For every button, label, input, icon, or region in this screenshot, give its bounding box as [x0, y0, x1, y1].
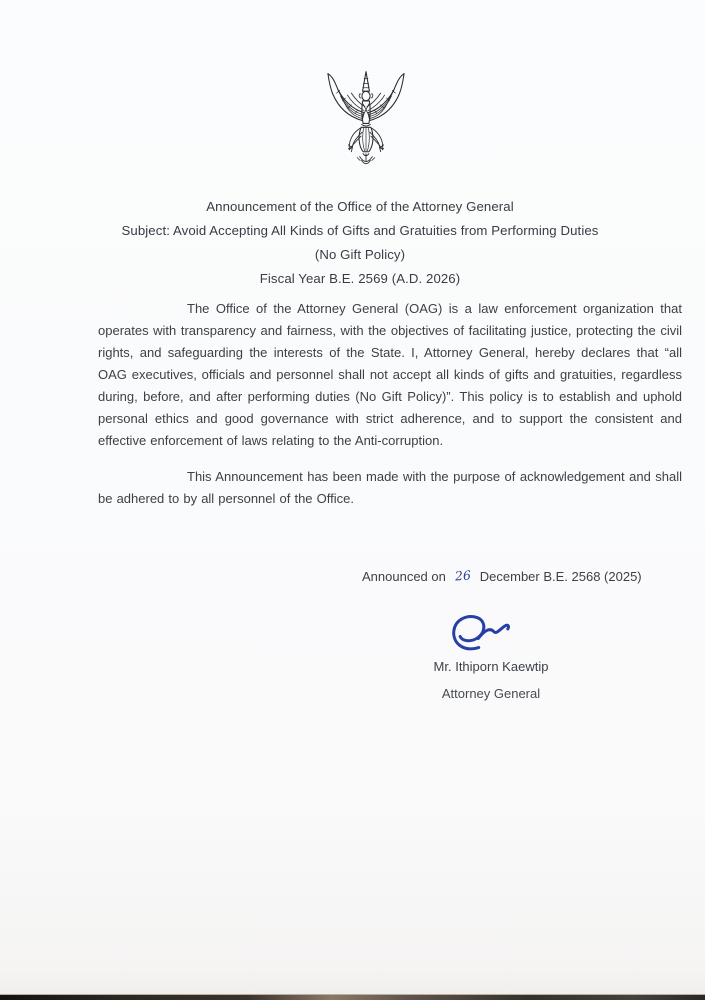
- garuda-emblem-icon: [324, 71, 408, 168]
- document-body: [98, 298, 682, 510]
- signer-title: Attorney General: [441, 686, 541, 701]
- announced-date: December B.E. 2568 (2025): [479, 569, 642, 584]
- handwritten-day: 26: [454, 567, 472, 584]
- policy-name-line: (No Gift Policy): [314, 247, 406, 262]
- announced-on-label: Announced on: [362, 569, 446, 584]
- fiscal-year-line: Fiscal Year B.E. 2569 (A.D. 2026): [259, 271, 461, 286]
- subject-line: Subject: Avoid Accepting All Kinds of Gifts and Gratuities from Performing Duties: [121, 223, 599, 238]
- document-header: [98, 195, 622, 291]
- paragraph-policy: The Office of the Attorney General (OAG) is a law enforcement organization that operates with transparency and fairness, with the objectives of facilitating justice, protecting the civil rights, and safeguarding the interests of the State. I, Attorney General, hereby declares that “all OAG executives, officials and personnel shall not accept all kinds of gifts and gratuities, regardless during, before, and after performing duties (No Gift Policy)”. This policy is to establish and uphold personal ethics and good governance with strict adherence, and to support the consistent and effective enforcement of laws relating to the Anti-corruption.: [98, 301, 682, 448]
- paragraph-acknowledgement: This Announcement has been made with the purpose of acknowledgement and shall be adhered to by all personnel of the Office.: [98, 469, 682, 506]
- scan-edge-artifact: [0, 994, 705, 1000]
- signature-ink-icon: [446, 609, 530, 657]
- announced-on-line: [362, 569, 642, 584]
- signer-name: Mr. Ithiporn Kaewtip: [433, 659, 549, 674]
- announcement-title: Announcement of the Office of the Attorney General: [206, 199, 514, 214]
